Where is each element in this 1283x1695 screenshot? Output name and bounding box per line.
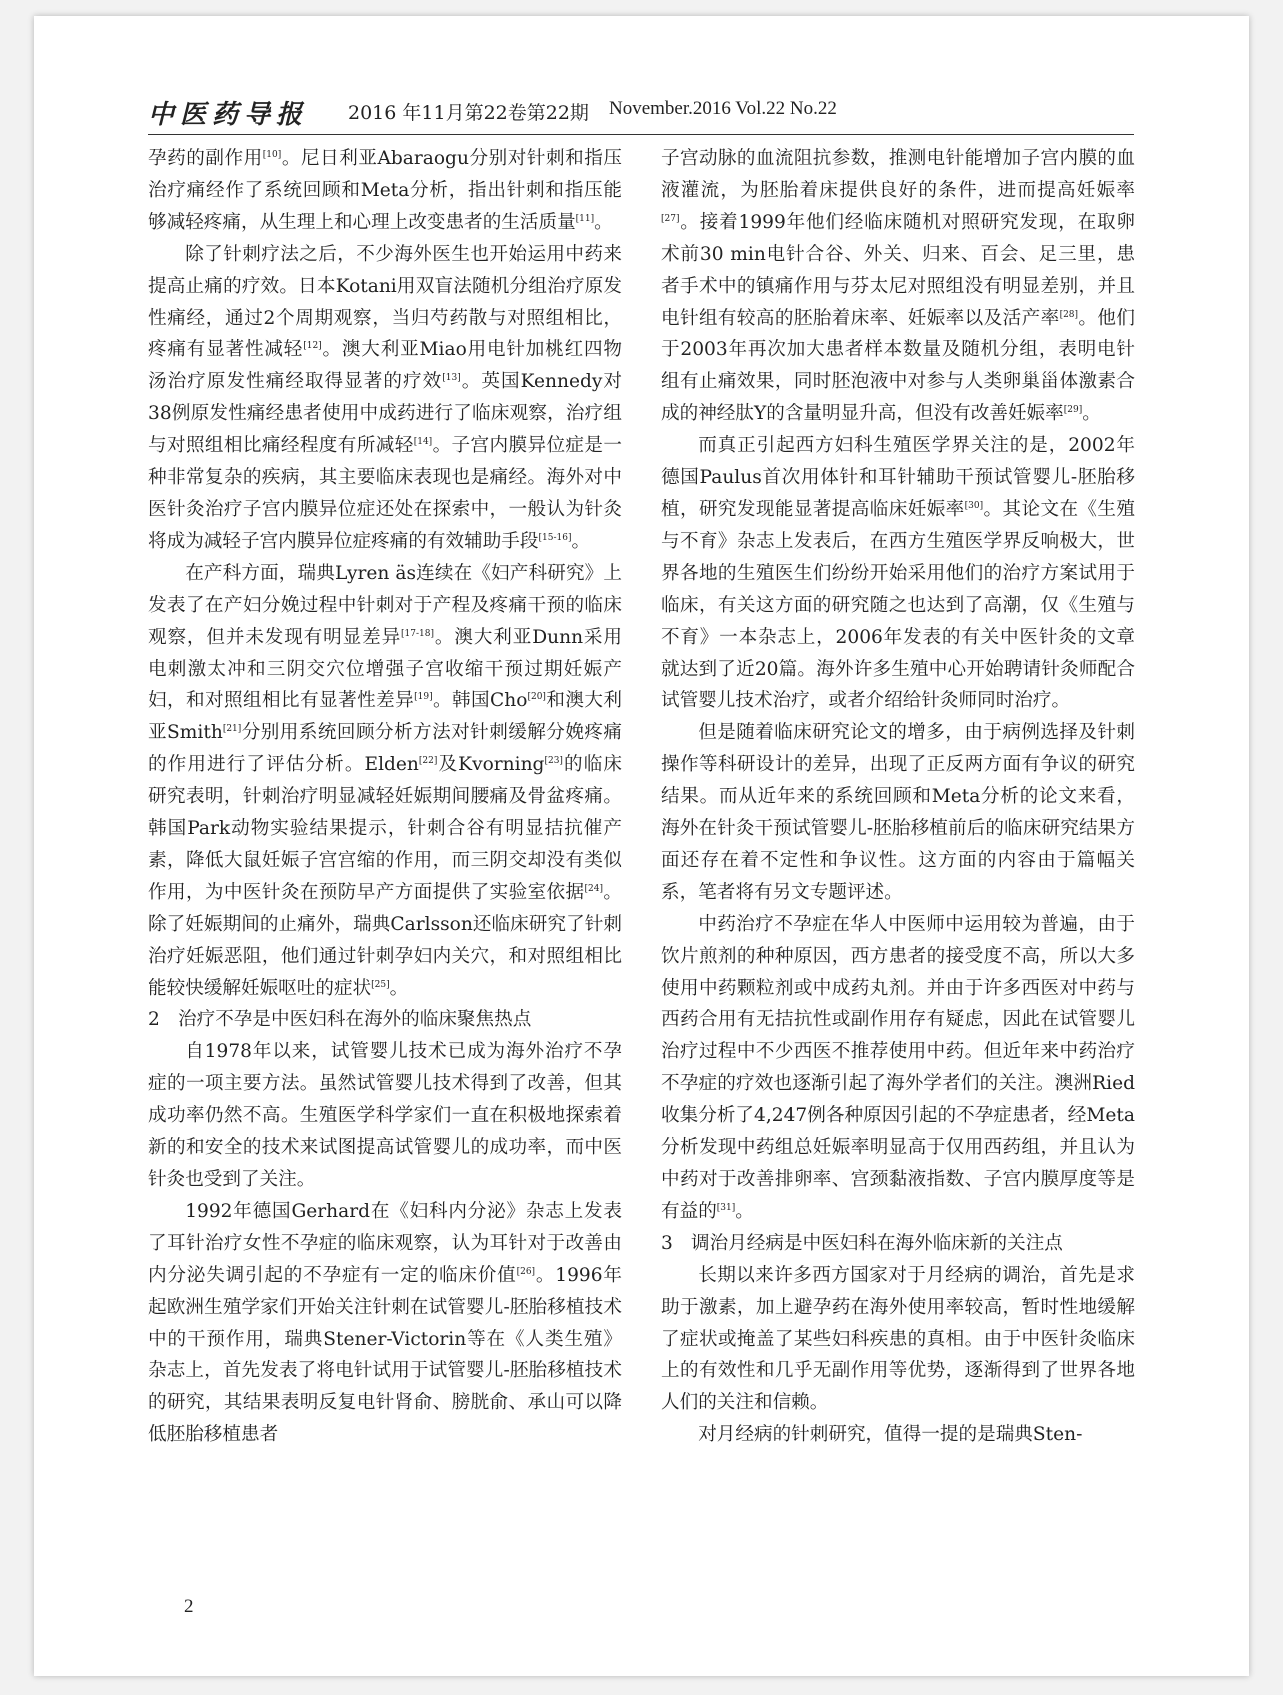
citation: [24]: [584, 883, 603, 894]
citation: [31]: [716, 1202, 736, 1213]
citation: [11]: [575, 213, 595, 224]
citation: [19]: [414, 692, 433, 703]
citation: [26]: [516, 1266, 536, 1277]
journal-name: 中医药导报: [148, 100, 309, 130]
paragraph: 而真正引起西方妇科生殖医学界关注的是，2002年德国Paulus首次用体针和耳针辅助干预试管婴儿-胚胎移植，研究发现能显著提高临床妊娠率[30]。其论文在《生殖与不育》杂志上发表后，在西方生殖医学界反响极大，世界各地的生殖医生们纷纷开始采用他们的治疗方案试用于临床，有关这方面的研究随之也达到了高潮，仅《生殖与不育》一本杂志上，2006年发表的有关中医针灸的文章就达到了近20篇。海外许多生殖中心开始聘请针灸师配合试管婴儿技术治疗，或者介绍给针灸师同时治疗。: [661, 435, 1135, 712]
paragraph: 1992年德国Gerhard在《妇科内分泌》杂志上发表了耳针治疗女性不孕症的临床观察，认为耳针对于改善由内分泌失调引起的不孕症有一定的临床价值[26]。1996年起欧洲生殖学家们开始关注针刺在试管婴儿-胚胎移植技术中的干预作用，瑞典Stener-Victorin等在《人类生殖》杂志上，首先发表了将电针试用于试管婴儿-胚胎移植技术的研究，其结果表明反复电针肾俞、膀胱俞、承山可以降低胚胎移植患者: [148, 1200, 622, 1446]
paragraph: 自1978年以来，试管婴儿技术已成为海外治疗不孕症的一项主要方法。虽然试管婴儿技术得到了改善，但其成功率仍然不高。生殖医学科学家们一直在积极地探索着新的和安全的技术来试图提高试管婴儿的成功率，而中医针灸也受到了关注。: [148, 1041, 622, 1190]
page-header: [148, 94, 1133, 130]
paragraph: 但是随着临床研究论文的增多，由于病例选择及针刺操作等科研设计的差异，出现了正反两方面有争议的研究结果。而从近年来的系统回顾和Meta分析的论文来看，海外在针灸干预试管婴儿-胚胎移植前后的临床研究结果方面还存在着不定性和争议性。这方面的内容由于篇幅关系，笔者将有另文专题评述。: [661, 722, 1135, 903]
paragraph: 长期以来许多西方国家对于月经病的调治，首先是求助于激素，加上避孕药在海外使用率较高，暂时性地缓解了症状或掩盖了某些妇科疾患的真相。由于中医针灸临床上的有效性和几乎无副作用等优势，逐渐得到了世界各地人们的关注和信赖。: [661, 1264, 1135, 1414]
paragraph: 中药治疗不孕症在华人中医师中运用较为普遍，由于饮片煎剂的种种原因，西方患者的接受度不高，所以大多使用中药颗粒剂或中成药丸剂。并由于许多西医对中药与西药合用有无拮抗性或副作用存有疑虑，因此在试管婴儿治疗过程中不少西医不推荐使用中药。但近年来中药治疗不孕症的疗效也逐渐引起了海外学者们的关注。澳洲Ried收集分析了4,247例各种原因引起的不孕症患者，经Meta分析发现中药组总妊娠率明显高于仅用西药组，并且认为中药对于改善排卵率、宫颈黏液指数、子宫内膜厚度等是有益的[31]。: [661, 913, 1135, 1222]
citation: [17-18]: [401, 628, 435, 639]
citation: [29]: [1063, 405, 1083, 416]
citation: [27]: [661, 213, 680, 224]
left-column: [148, 143, 622, 1583]
paragraph: 子宫动脉的血流阻抗参数，推测电针能增加子宫内膜的血液灌流，为胚胎着床提供良好的条件，进而提高妊娠率[27]。接着1999年他们经临床随机对照研究发现，在取卵术前30 min电针合谷、外关、归来、百会、足三里，患者手术中的镇痛作用与芬太尼对照组没有明显差别，并且电针组有较高的胚胎着床率、妊娠率以及活产率[28]。他们于2003年再次加大患者样本数量及随机分组，表明电针组有止痛效果，同时胚泡液中对参与人类卵巢甾体激素合成的神经肽Y的含量明显升高，但没有改善妊娠率[29]。: [661, 148, 1135, 425]
paragraph: 除了针刺疗法之后，不少海外医生也开始运用中药来提高止痛的疗效。日本Kotani用双盲法随机分组治疗原发性痛经，通过2个周期观察，当归芍药散与对照组相比，疼痛有显著性减轻[12]。澳大利亚Miao用电针加桃红四物汤治疗原发性痛经取得显著的疗效[13]。英国Kennedy对38例原发性痛经患者使用中成药进行了临床观察，治疗组与对照组相比痛经程度有所减轻[14]。子宫内膜异位症是一种非常复杂的疾病，其主要临床表现也是痛经。海外对中医针灸治疗子宫内膜异位症还处在探索中，一般认为针灸将成为减轻子宫内膜异位症疼痛的有效辅助手段[15-16]。: [148, 243, 622, 552]
issue-info-cn: 2016 年11月第22卷第22期: [348, 102, 589, 124]
citation: [14]: [413, 436, 433, 447]
page-number: 2: [184, 1596, 194, 1617]
paragraph: 孕药的副作用[10]。尼日利亚Abaraogu分别对针刺和指压治疗痛经作了系统回顾和Meta分析，指出针刺和指压能够减轻疼痛，从生理上和心理上改变患者的生活质量[11]。: [148, 148, 622, 233]
section-heading: 3 调治月经病是中医妇科在海外临床新的关注点: [661, 1232, 1063, 1254]
citation: [23]: [544, 756, 563, 767]
citation: [12]: [303, 341, 322, 352]
header-rule: [148, 134, 1134, 135]
right-column: [661, 143, 1135, 1583]
citation: [22]: [418, 756, 438, 767]
paragraph: 对月经病的针刺研究，值得一提的是瑞典Sten-: [698, 1424, 1083, 1446]
citation: [28]: [1059, 309, 1079, 320]
citation: [21]: [222, 724, 242, 735]
citation: [30]: [964, 500, 984, 511]
citation: [13]: [442, 373, 461, 384]
citation: [20]: [527, 692, 546, 703]
citation: [25]: [371, 979, 390, 990]
section-heading: 2 治疗不孕是中医妇科在海外的临床聚焦热点: [148, 1009, 532, 1031]
citation: [10]: [262, 149, 282, 160]
citation: [15-16]: [538, 532, 572, 543]
paragraph: 在产科方面，瑞典Lyren äs连续在《妇产科研究》上发表了在产妇分娩过程中针刺对于产程及疼痛干预的临床观察，但并未发现有明显差异[17-18]。澳大利亚Dunn采用电刺激太冲和三阴交穴位增强子宫收缩干预过期妊娠产妇，和对照组相比有显著性差异[19]。韩国Cho[20]和澳大利亚Smith[21]分别用系统回顾分析方法对针刺缓解分娩疼痛的作用进行了评估分析。Elden[22]及Kvorning[23]的临床研究表明，针刺治疗明显减轻妊娠期间腰痛及骨盆疼痛。韩国Park动物实验结果提示，针刺合谷有明显拮抗催产素，降低大鼠妊娠子宫宫缩的作用，而三阴交却没有类似作用，为中医针灸在预防早产方面提供了实验室依据[24]。除了妊娠期间的止痛外，瑞典Carlsson还临床研究了针刺治疗妊娠恶阻，他们通过针刺孕妇内关穴，和对照组相比能较快缓解妊娠呕吐的症状[25]。: [148, 562, 622, 999]
issue-info-en: November.2016 Vol.22 No.22: [609, 98, 837, 119]
